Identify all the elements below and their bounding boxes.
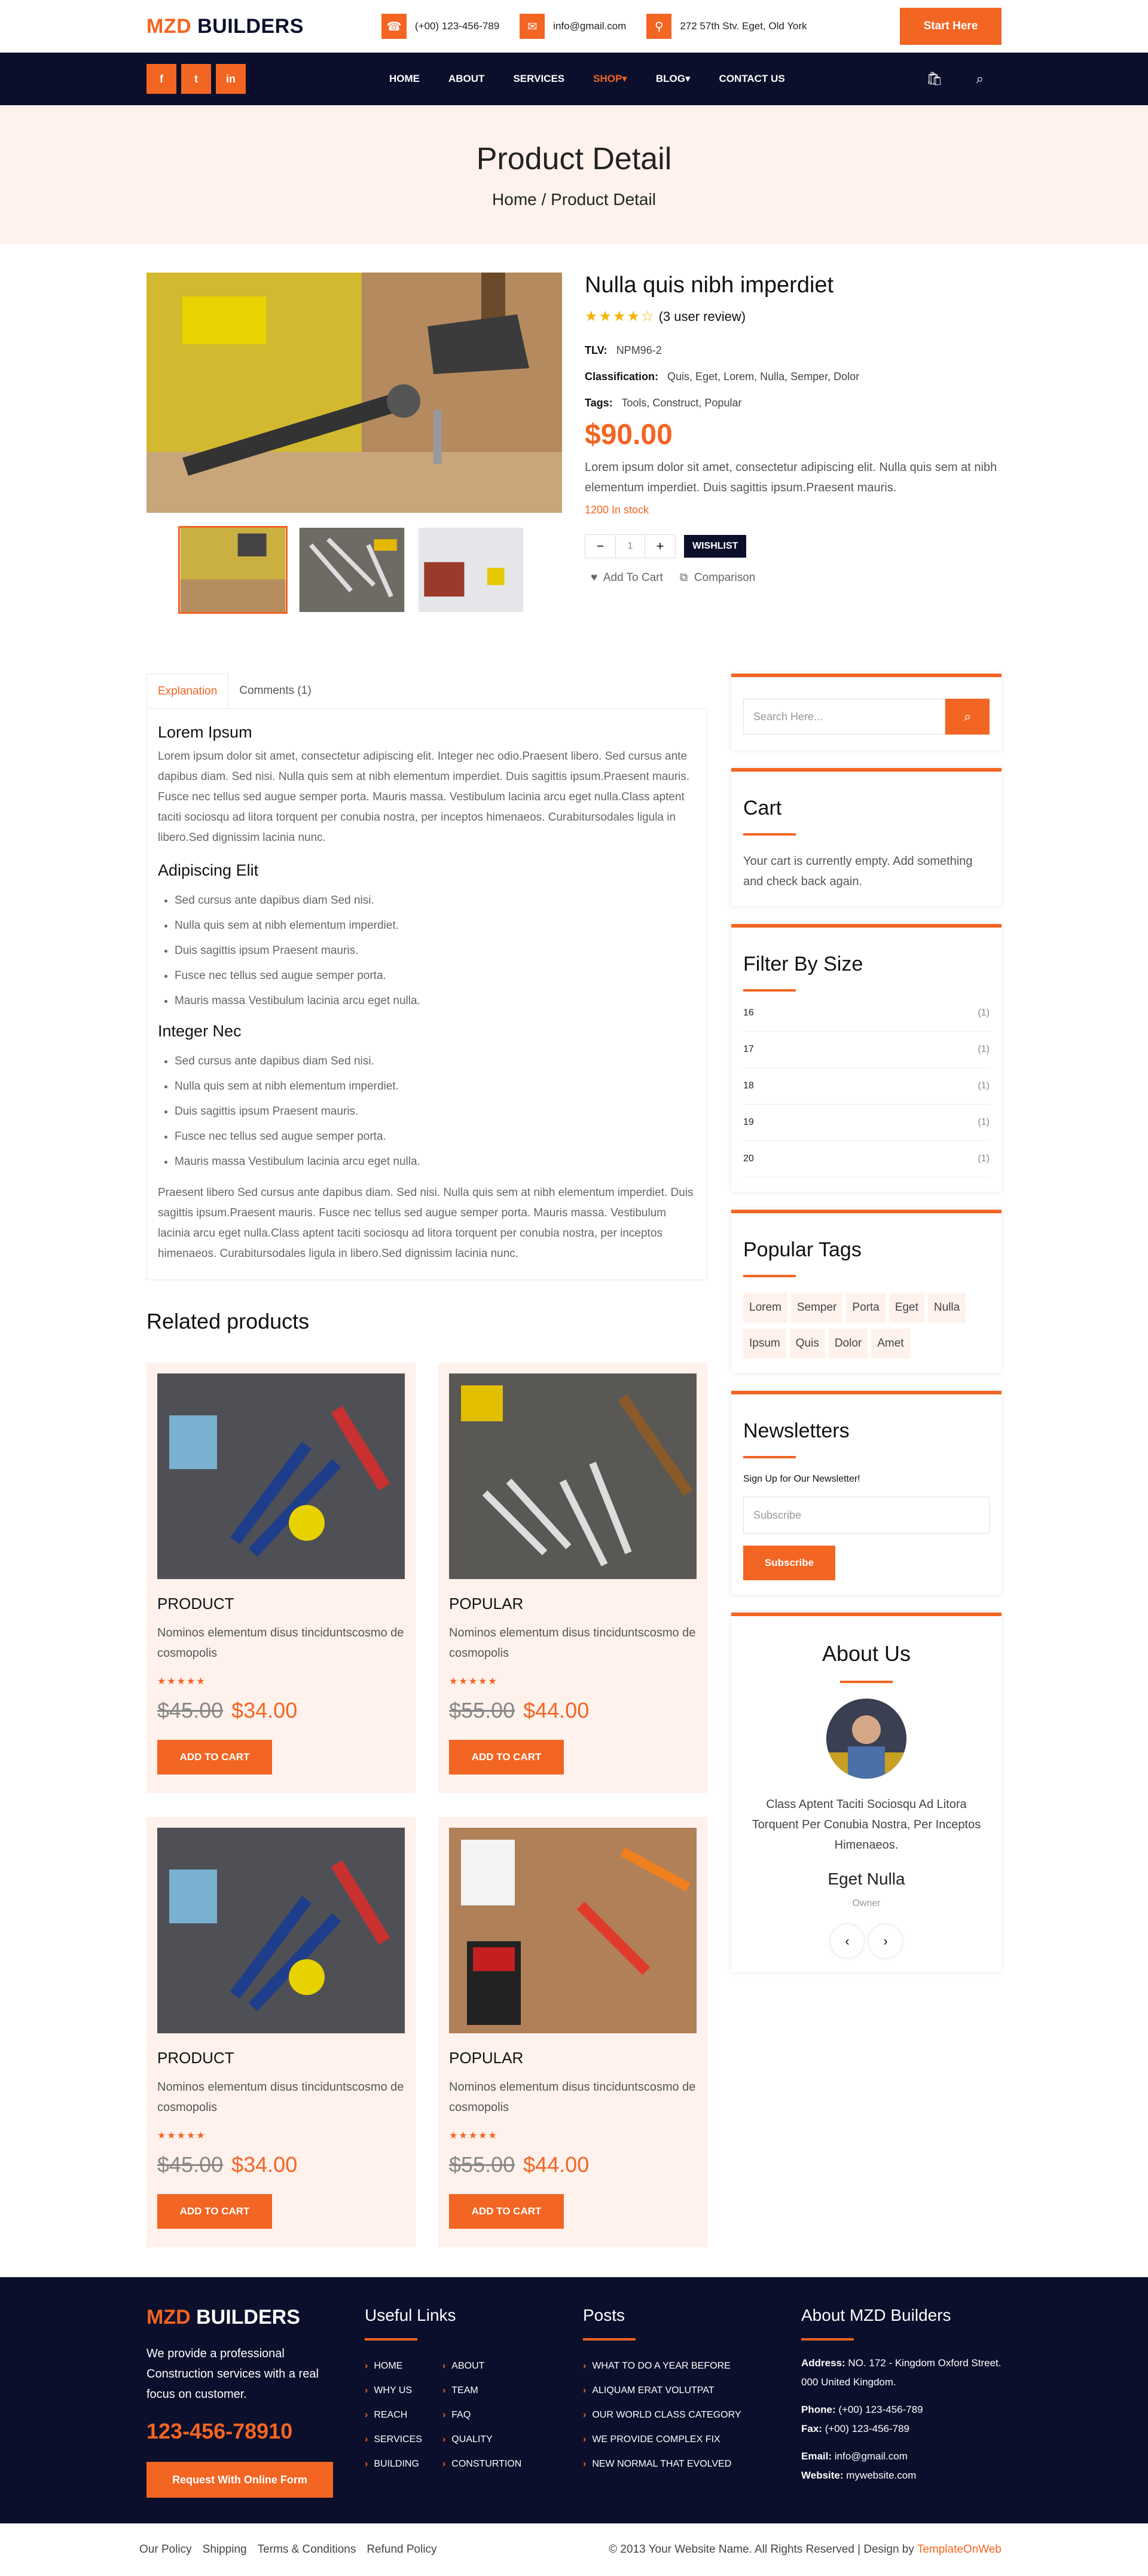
cart-row	[585, 534, 1002, 558]
chevron-right-icon: ›	[365, 2410, 368, 2420]
list-item: • Duis sagittis ipsum Praesent mauris.	[175, 938, 696, 963]
newsletter-widget	[731, 1391, 1002, 1595]
size-option[interactable]	[743, 1032, 990, 1068]
tlv-value: NPM96-2	[616, 344, 662, 356]
testimonial-nav	[743, 1925, 990, 1958]
product-card[interactable]	[438, 1817, 707, 2247]
bullet-list	[175, 888, 696, 1014]
product-thumbnails	[178, 526, 562, 614]
classification-label: Classification:	[585, 371, 659, 383]
footer-post-label: OUR WORLD CLASS CATEGORY	[592, 2410, 741, 2420]
tag-item[interactable]: Eget	[889, 1293, 924, 1323]
facebook-icon[interactable]: f	[146, 64, 176, 94]
size-count: (1)	[978, 1044, 990, 1054]
chevron-right-icon: ›	[442, 2410, 446, 2420]
avatar	[826, 1699, 906, 1779]
size-value: 18	[743, 1081, 754, 1091]
size-count: (1)	[978, 1008, 990, 1018]
new-price: $34.00	[231, 2152, 298, 2177]
star-rating-icon: ★★★★★	[157, 1676, 206, 1687]
old-price: $55.00	[449, 2152, 515, 2177]
chevron-right-icon[interactable]: ›	[869, 1925, 902, 1958]
nav-icons	[926, 71, 984, 87]
policy-links	[139, 2543, 437, 2556]
address-label: Address:	[801, 2357, 845, 2369]
compare-icon: ⧉	[679, 571, 688, 584]
heart-icon: ♥	[591, 571, 598, 584]
size-count: (1)	[978, 1154, 990, 1164]
new-price: $44.00	[523, 1698, 590, 1723]
size-value: 20	[743, 1154, 754, 1164]
search-icon[interactable]: ⌕	[976, 71, 984, 86]
email-label: Email:	[801, 2450, 832, 2462]
testimonial-quote: Class Aptent Taciti Sociosqu Ad Litora Torquent Per Conubia Nostra, Per Inceptos Himenaeos.	[752, 1798, 981, 1852]
main-navbar	[0, 53, 1148, 105]
add-to-cart-button[interactable]: ADD TO CART	[449, 1740, 564, 1775]
header-phone-text: (+00) 123-456-789	[414, 20, 500, 32]
main-menu	[389, 73, 785, 85]
star-rating-icon: ★★★★★	[449, 2131, 498, 2141]
main-column	[146, 674, 707, 2247]
footer-logo-text: BUILDERS	[196, 2306, 300, 2329]
logo-text: BUILDERS	[197, 14, 304, 38]
nav-blog[interactable]: BLOG▾	[655, 73, 691, 84]
widget-title: Filter By Size	[743, 953, 863, 975]
address-value: NO. 172 - Kingdom Oxford Street. 000 United Kingdom.	[801, 2357, 1002, 2388]
footer-link[interactable]	[365, 2378, 422, 2403]
footer-link[interactable]	[442, 2354, 521, 2378]
chevron-right-icon: ›	[442, 2459, 446, 2469]
footer-link[interactable]	[442, 2452, 521, 2476]
product-rating	[585, 308, 1002, 325]
social-links	[146, 64, 246, 94]
product-tlv	[585, 337, 1002, 363]
start-here-button[interactable]: Start Here	[900, 8, 1002, 45]
footer-heading: Posts	[583, 2306, 625, 2324]
top-bar	[0, 0, 1148, 53]
search-input[interactable]: Search Here...	[743, 699, 945, 735]
header-address-text: 272 57th Stv. Eget, Old York	[680, 20, 807, 32]
qty-input[interactable]: 1	[615, 535, 645, 558]
footer-underline	[583, 2338, 636, 2341]
twitter-icon[interactable]: t	[181, 64, 211, 94]
tab-explanation[interactable]: Explanation	[146, 674, 228, 708]
designer-link[interactable]: TemplateOnWeb	[917, 2543, 1002, 2556]
header-email-text: info@gmail.com	[553, 20, 627, 32]
footer-text: We provide a professional Construction services with a real focus on customer.	[146, 2347, 319, 2401]
old-price: $45.00	[157, 2152, 224, 2177]
add-to-cart-button[interactable]: ADD TO CART	[449, 2194, 564, 2229]
tlv-label: TLV:	[585, 344, 607, 356]
email-value[interactable]: info@gmail.com	[834, 2450, 908, 2462]
footer-brand	[146, 2306, 365, 2498]
product-card[interactable]	[146, 1363, 416, 1793]
footer-phone-fax	[801, 2400, 1002, 2439]
footer-contact-info	[801, 2354, 1002, 2485]
testimonial-name: Eget Nulla	[828, 1870, 905, 1888]
sidebar	[731, 674, 1002, 2247]
product-card-label: PRODUCT	[157, 2049, 234, 2067]
chevron-right-icon: ›	[442, 2361, 446, 2371]
product-price: $90.00	[585, 419, 673, 451]
title-underline	[743, 833, 796, 836]
chevron-left-icon[interactable]: ‹	[831, 1925, 864, 1958]
tag-item[interactable]: Nulla	[928, 1293, 966, 1323]
footer-post-label: ALIQUAM ERAT VOLUTPAT	[592, 2385, 715, 2396]
tag-cloud	[743, 1293, 990, 1359]
footer-link[interactable]	[365, 2403, 422, 2427]
tags-label: Tags:	[585, 397, 613, 409]
stock-status: 1200 In stock	[585, 504, 649, 516]
footer-link-label: SERVICES	[374, 2434, 422, 2445]
fax-value: (+00) 123-456-789	[825, 2423, 909, 2434]
tag-item[interactable]: Amet	[871, 1329, 909, 1359]
request-form-button[interactable]: Request With Online Form	[146, 2462, 333, 2498]
list-item: • Duis sagittis ipsum Praesent mauris.	[175, 1099, 696, 1124]
website-label: Website:	[801, 2470, 844, 2481]
list-item: • Mauris massa Vestibulum lacinia arcu eget nulla.	[175, 989, 696, 1014]
policy-link[interactable]: Our Policy	[139, 2543, 192, 2556]
add-to-cart-button[interactable]: ADD TO CART	[157, 1740, 272, 1775]
list-item: • Fusce nec tellus sed augue semper porta.	[175, 1124, 696, 1149]
size-count: (1)	[978, 1117, 990, 1127]
size-value: 16	[743, 1008, 754, 1018]
footer-post-link[interactable]	[583, 2452, 801, 2476]
product-card-image[interactable]	[157, 1828, 405, 2033]
size-value: 19	[743, 1117, 754, 1127]
policy-link[interactable]: Refund Policy	[367, 2543, 437, 2556]
copyright	[609, 2543, 1002, 2556]
footer-link-label: WHY US	[374, 2385, 413, 2396]
footer-logo[interactable]	[146, 2306, 365, 2329]
wishlist-button[interactable]: WISHLIST	[684, 535, 746, 558]
footer-post-label: WHAT TO DO A YEAR BEFORE	[592, 2361, 731, 2371]
product-classification	[585, 363, 1002, 390]
nav-services[interactable]: SERVICES	[513, 73, 565, 84]
cart-empty-text: Your cart is currently empty. Add something and check back again.	[743, 855, 973, 888]
search-form	[743, 699, 990, 735]
list-item: • Fusce nec tellus sed augue semper porta.	[175, 963, 696, 989]
chevron-right-icon: ›	[583, 2434, 587, 2445]
product-card-label: PRODUCT	[157, 1595, 234, 1613]
policy-link[interactable]: Terms & Conditions	[257, 2543, 356, 2556]
tag-item[interactable]: Porta	[846, 1293, 885, 1323]
nav-about[interactable]: ABOUT	[448, 73, 485, 84]
list-item: • Nulla quis sem at nibh elementum imperdiet.	[175, 913, 696, 938]
product-info	[585, 273, 1002, 614]
chevron-right-icon: ›	[442, 2434, 446, 2445]
policy-link[interactable]: Shipping	[202, 2543, 247, 2556]
widget-title: About Us	[822, 1641, 911, 1666]
mail-icon: ✉	[520, 14, 545, 39]
chevron-right-icon: ›	[365, 2385, 368, 2396]
widget-title: Newsletters	[743, 1419, 850, 1442]
size-count: (1)	[978, 1081, 990, 1091]
product-gallery	[146, 273, 562, 614]
footer-post-label: WE PROVIDE COMPLEX FIX	[592, 2434, 720, 2445]
chevron-right-icon: ›	[365, 2361, 368, 2371]
star-rating-icon: ★★★★☆	[585, 308, 655, 325]
header-email[interactable]	[520, 14, 626, 39]
tag-item[interactable]: Ipsum	[743, 1329, 786, 1359]
product-card-desc: Nominos elementum disus tinciduntscosmo de cosmopolis	[157, 1626, 404, 1660]
product-actions	[591, 571, 1002, 585]
location-pin-icon: ⚲	[646, 14, 671, 39]
related-products-grid	[146, 1363, 707, 2247]
product-main-image[interactable]	[146, 273, 562, 513]
header-contacts	[381, 14, 807, 39]
list-item: • Sed cursus ante dapibus diam Sed nisi.	[175, 888, 696, 913]
title-underline	[840, 1681, 893, 1683]
product-card-desc: Nominos elementum disus tinciduntscosmo de cosmopolis	[157, 2081, 404, 2114]
page-title: Product Detail	[476, 142, 672, 176]
footer-email-web	[801, 2447, 1002, 2485]
product-card-prices	[157, 2152, 405, 2177]
size-option[interactable]	[743, 1141, 990, 1177]
chevron-right-icon: ›	[583, 2459, 587, 2469]
tags-value: Tools, Construct, Popular	[621, 397, 742, 409]
logo-accent: MZD	[146, 14, 192, 38]
fax-label: Fax:	[801, 2423, 822, 2434]
chevron-right-icon: ›	[442, 2385, 446, 2396]
search-button[interactable]	[945, 699, 990, 735]
section-paragraph: Lorem ipsum dolor sit amet, consectetur adipiscing elit. Integer nec odio.Praesent libero. Sed cursus ante dapibus diam. Sed nisi. Nulla quis sem at nibh elementum imperdiet. Duis sagittis ipsum.Praesent mauris. Fusce nec tellus sed augue semper porta. Mauris massa. Vestibulum lacinia arcu eget nulla.Class aptent taciti sociosqu ad litora torquent per conubia nostra, per inceptos himenaeos. Curabitursodales ligula in libero.Sed dignissim lacinia nunc.	[158, 750, 690, 844]
new-price: $34.00	[231, 1698, 298, 1723]
footer	[0, 2277, 1148, 2523]
newsletter-label: Sign Up for Our Newsletter!	[743, 1474, 860, 1484]
comparison-label: Comparison	[694, 571, 756, 584]
size-option[interactable]	[743, 995, 990, 1032]
thumbnail-1[interactable]	[178, 526, 288, 614]
size-option[interactable]	[743, 1105, 990, 1141]
cart-widget	[731, 768, 1002, 906]
product-tabs	[146, 674, 707, 708]
size-value: 17	[743, 1044, 754, 1054]
size-option[interactable]	[743, 1068, 990, 1105]
thumbnail-2[interactable]	[297, 526, 407, 614]
classification-value: Quis, Eget, Lorem, Nulla, Semper, Dolor	[667, 371, 860, 383]
tags-widget	[731, 1210, 1002, 1373]
phone-icon: ☎	[381, 14, 407, 39]
footer-posts	[583, 2306, 801, 2498]
product-card-prices	[449, 1698, 697, 1723]
product-card[interactable]	[146, 1817, 416, 2247]
footer-phone[interactable]: 123-456-78910	[146, 2419, 293, 2443]
product-meta	[585, 337, 1002, 416]
product-tags	[585, 390, 1002, 416]
phone-value: (+00) 123-456-789	[838, 2404, 923, 2415]
title-underline	[743, 1456, 796, 1458]
footer-post-link[interactable]	[583, 2427, 801, 2452]
footer-link[interactable]	[442, 2403, 521, 2427]
footer-links-col-2	[442, 2354, 521, 2476]
header-phone[interactable]	[381, 14, 499, 39]
footer-post-link[interactable]	[583, 2354, 801, 2378]
product-card-image[interactable]	[449, 1828, 697, 2033]
tag-item[interactable]: Quis	[790, 1329, 825, 1359]
product-detail	[146, 273, 1002, 614]
footer-links	[365, 2306, 583, 2498]
new-price: $44.00	[523, 2152, 590, 2177]
chevron-right-icon: ›	[365, 2434, 368, 2445]
search-widget	[731, 674, 1002, 750]
nav-contact[interactable]: CONTACT US	[719, 73, 785, 84]
section-heading: Adipiscing Elit	[158, 861, 259, 879]
footer-posts-list	[583, 2354, 801, 2476]
nav-home[interactable]: HOME	[389, 73, 420, 84]
product-card[interactable]	[438, 1363, 707, 1793]
chevron-right-icon: ›	[583, 2410, 587, 2420]
list-item: • Nulla quis sem at nibh elementum imperdiet.	[175, 1074, 696, 1099]
footer-post-label: NEW NORMAL THAT EVOLVED	[592, 2459, 732, 2469]
product-card-label: POPULAR	[449, 1595, 524, 1613]
website-value[interactable]: mywebsite.com	[846, 2470, 917, 2481]
footer-link-label: BUILDING	[374, 2459, 419, 2469]
comparison-link[interactable]	[680, 571, 756, 585]
widget-title: Popular Tags	[743, 1238, 862, 1261]
footer-link[interactable]	[365, 2427, 422, 2452]
old-price: $55.00	[449, 1698, 515, 1723]
title-underline	[743, 989, 796, 992]
product-card-image[interactable]	[449, 1373, 697, 1579]
footer-post-link[interactable]	[583, 2378, 801, 2403]
add-to-cart-link[interactable]	[591, 571, 663, 585]
linkedin-icon[interactable]: in	[216, 64, 246, 94]
product-title: Nulla quis nibh imperdiet	[585, 273, 834, 298]
list-item: • Mauris massa Vestibulum lacinia arcu eget nulla.	[175, 1149, 696, 1174]
bottom-bar	[0, 2523, 1148, 2576]
page-banner	[0, 105, 1148, 244]
add-to-cart-label: Add To Cart	[603, 571, 663, 584]
shopping-bag-icon[interactable]: 🛍	[926, 71, 943, 86]
about-widget	[731, 1613, 1002, 1972]
product-description: Lorem ipsum dolor sit amet, consectetur adipiscing elit. Nulla quis sem at nibh elementum imperdiet. Duis sagittis ipsum.Praesent mauris.	[585, 461, 997, 494]
footer-heading: About MZD Builders	[801, 2306, 951, 2324]
product-card-prices	[157, 1698, 405, 1723]
subscribe-button[interactable]: Subscribe	[743, 1546, 835, 1580]
old-price: $45.00	[157, 1698, 224, 1723]
product-card-desc: Nominos elementum disus tinciduntscosmo de cosmopolis	[449, 1626, 696, 1660]
logo[interactable]	[146, 15, 304, 38]
title-underline	[743, 1275, 796, 1277]
footer-link-label: ABOUT	[451, 2361, 485, 2371]
search-icon: ⌕	[963, 709, 972, 724]
footer-underline	[365, 2338, 417, 2341]
tag-item[interactable]: Lorem	[743, 1293, 787, 1323]
related-products-title: Related products	[146, 1309, 310, 1333]
footer-underline	[801, 2338, 854, 2341]
nav-shop[interactable]: SHOP▾	[593, 73, 627, 84]
chevron-right-icon: ›	[583, 2361, 587, 2371]
footer-link[interactable]	[442, 2427, 521, 2452]
footer-link-label: TEAM	[451, 2385, 478, 2396]
content-area	[146, 674, 1002, 2247]
chevron-right-icon: ›	[583, 2385, 587, 2396]
product-card-desc: Nominos elementum disus tinciduntscosmo de cosmopolis	[449, 2081, 696, 2114]
header-address	[646, 14, 807, 39]
footer-link-label: FAQ	[451, 2410, 471, 2420]
qty-increase-button[interactable]: +	[656, 539, 664, 553]
add-to-cart-button[interactable]: ADD TO CART	[157, 2194, 272, 2229]
footer-link-label: CONSTURTION	[451, 2459, 522, 2469]
footer-link-label: QUALITY	[451, 2434, 493, 2445]
product-card-image[interactable]	[157, 1373, 405, 1579]
footer-logo-accent: MZD	[146, 2306, 191, 2329]
footer-heading: Useful Links	[365, 2306, 456, 2324]
footer-link[interactable]	[442, 2378, 521, 2403]
list-item: • Sed cursus ante dapibus diam Sed nisi.	[175, 1049, 696, 1074]
review-count[interactable]: (3 user review)	[658, 308, 746, 324]
footer-links-col-1	[365, 2354, 422, 2476]
bullet-list	[175, 1049, 696, 1174]
section-heading: Lorem Ipsum	[158, 723, 252, 741]
size-filter-widget	[731, 924, 1002, 1192]
widget-title: Cart	[743, 797, 782, 819]
star-rating-icon: ★★★★★	[157, 2131, 206, 2141]
product-card-prices	[449, 2152, 697, 2177]
section-heading: Integer Nec	[158, 1022, 242, 1040]
footer-post-link[interactable]	[583, 2403, 801, 2427]
newsletter-email-input[interactable]: Subscribe	[743, 1497, 990, 1534]
chevron-right-icon: ›	[365, 2459, 368, 2469]
thumbnail-3[interactable]	[416, 526, 526, 614]
footer-link[interactable]	[365, 2354, 422, 2378]
footer-about	[801, 2306, 1002, 2498]
star-rating-icon: ★★★★★	[449, 1676, 498, 1687]
section-paragraph: Praesent libero Sed cursus ante dapibus diam. Sed nisi. Nulla quis sem at nibh elementum imperdiet. Duis sagittis ipsum.Praesent mauris. Fusce nec tellus sed augue semper porta. Mauris massa. Vestibulum lacinia arcu eget nulla.Class aptent taciti sociosqu ad litora torquent per conubia nostra, per inceptos himenaeos. Curabitursodales ligula in libero.Sed dignissim lacinia nunc.	[158, 1186, 694, 1260]
footer-link-label: REACH	[374, 2410, 408, 2420]
tab-comments[interactable]: Comments (1)	[239, 684, 312, 697]
footer-link-label: HOME	[374, 2361, 403, 2371]
tag-item[interactable]: Dolor	[829, 1329, 868, 1359]
phone-label: Phone:	[801, 2404, 836, 2415]
copyright-text: © 2013 Your Website Name. All Rights Reserved | Design by	[609, 2543, 914, 2556]
product-card-label: POPULAR	[449, 2049, 524, 2067]
footer-link[interactable]	[365, 2452, 422, 2476]
tab-content	[146, 708, 707, 1280]
quantity-stepper	[585, 534, 676, 558]
testimonial-role: Owner	[852, 1898, 881, 1908]
tag-item[interactable]: Semper	[791, 1293, 843, 1323]
qty-decrease-button[interactable]: −	[596, 539, 604, 553]
footer-address	[801, 2354, 1002, 2392]
breadcrumb[interactable]: Home / Product Detail	[492, 190, 656, 209]
